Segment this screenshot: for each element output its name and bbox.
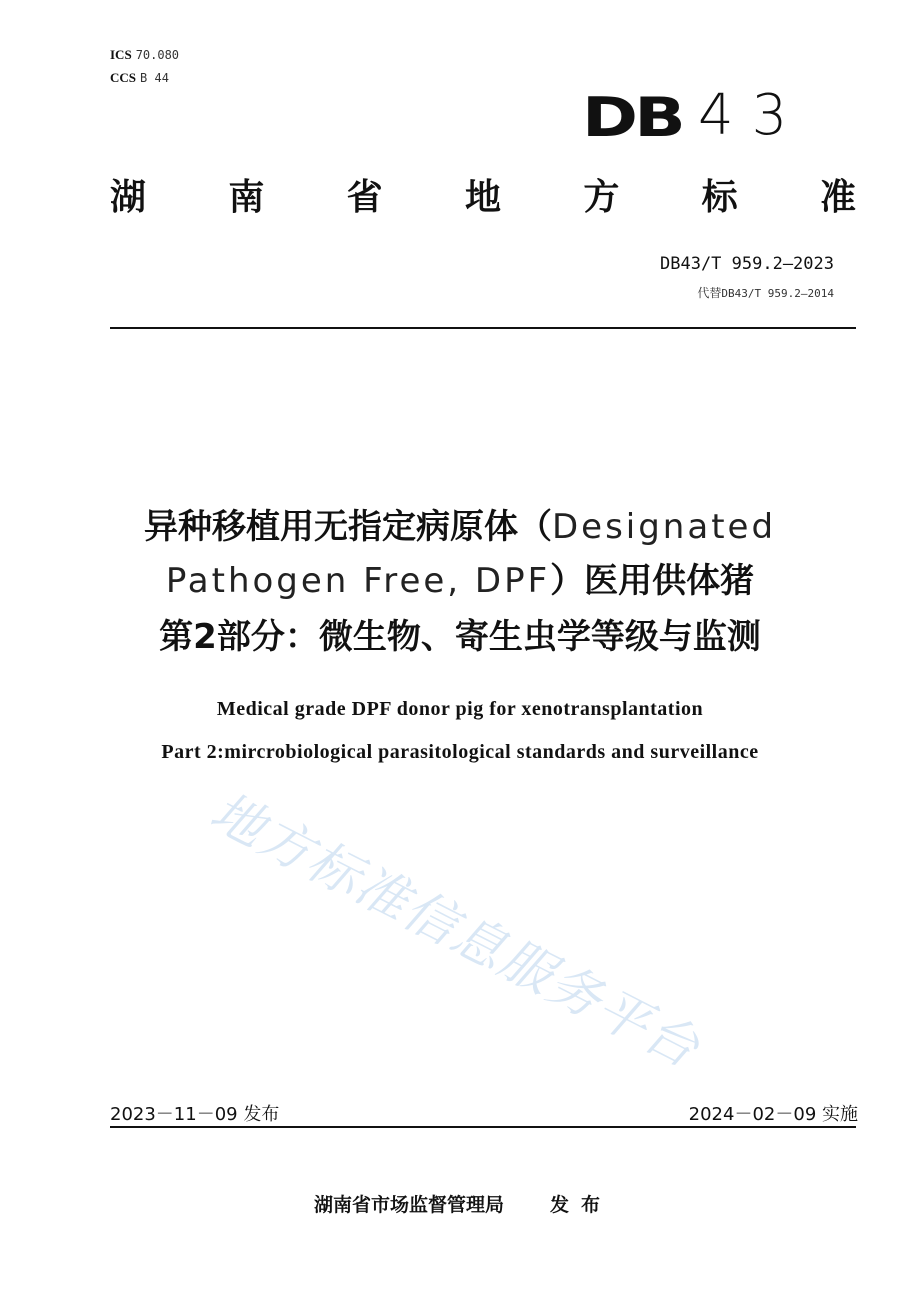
heading-char: 南 [228, 177, 265, 218]
standard-number: DB43/T 959.2—2023 [660, 254, 834, 274]
ccs-code: CCS B 44 [110, 70, 169, 85]
standard-type-heading [110, 172, 856, 224]
heading-char: 省 [346, 177, 383, 218]
header-divider [110, 327, 856, 329]
title-line-1: 异种移植用无指定病原体（Designated [143, 507, 777, 547]
english-title-line-1: Medical grade DPF donor pig for xenotransplantation [216, 698, 704, 720]
title-line-2: Pathogen Free, DPF）医用供体猪 [165, 561, 755, 601]
province-code: 43 [698, 83, 806, 148]
classification-codes [110, 44, 179, 90]
heading-char: 地 [464, 177, 501, 218]
footer-divider [110, 1126, 856, 1128]
heading-char: 准 [819, 177, 856, 218]
ics-code: ICS 70.080 [110, 47, 180, 62]
issuing-authority: 湖南省市场监督管理局 发布 [314, 1194, 613, 1216]
replaces-standard: 代替DB43/T 959.2—2014 [697, 286, 834, 300]
implementation-date: 2024－02－09 实施 [688, 1104, 858, 1125]
title-line-3: 第2部分：微生物、寄生虫学等级与监测 [159, 617, 761, 657]
english-title-line-2: Part 2:mircrobiological parasitological standards and surveillance [161, 741, 759, 763]
release-date: 2023－11－09 发布 [110, 1104, 280, 1125]
heading-char: 湖 [110, 177, 147, 218]
heading-char: 标 [701, 177, 738, 218]
heading-char: 方 [583, 177, 620, 218]
watermark: 地方标准信息服务平台 [200, 781, 710, 1081]
db-logo: DB [582, 86, 682, 149]
